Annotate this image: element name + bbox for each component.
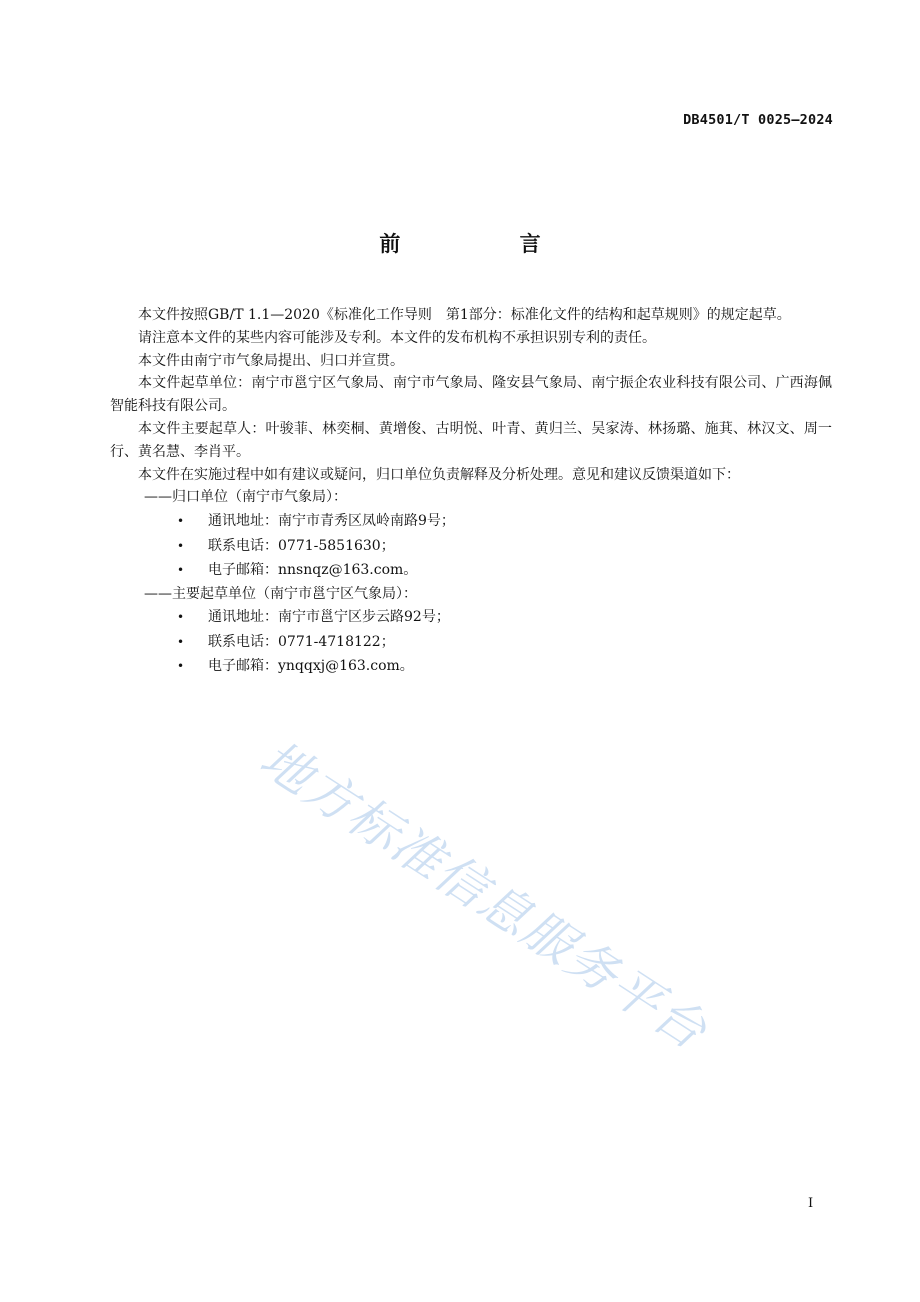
list-item xyxy=(110,509,832,534)
list-item xyxy=(110,534,832,559)
bullet-icon: • xyxy=(177,538,185,553)
list-item xyxy=(110,558,832,583)
watermark: 地方标准信息服务平台 xyxy=(249,729,718,1062)
list-item xyxy=(110,605,832,630)
paragraph-drafters: 本文件主要起草人：叶骏菲、林奕桐、黄增俊、古明悦、叶青、黄归兰、吴家涛、林扬璐、施萁、林汉文、周一行、黄名慧、李肖平。 xyxy=(110,420,832,460)
paragraph-drafting-rules: 本文件按照GB/T 1.1—2020《标准化工作导则 第1部分：标准化文件的结构和起草规则》的规定起草。 xyxy=(138,307,791,323)
contact-email: nnsnqz@163.com。 xyxy=(278,562,418,579)
contact-heading: ——主要起草单位（南宁市邕宁区气象局）： xyxy=(144,585,417,602)
contact-label: 电子邮箱： xyxy=(208,562,278,579)
list-item xyxy=(110,654,832,679)
bullet-icon: • xyxy=(177,659,185,674)
foreword-body xyxy=(110,304,832,679)
page-number: I xyxy=(808,1196,814,1211)
paragraph-drafting-units: 本文件起草单位：南宁市邕宁区气象局、南宁市气象局、隆安县气象局、南宁振企农业科技有限公司、广西海佩智能科技有限公司。 xyxy=(110,375,832,415)
bullet-icon: • xyxy=(177,563,185,578)
bullet-icon: • xyxy=(177,514,185,529)
contact-label: 电子邮箱： xyxy=(208,658,278,675)
contact-address: 南宁市邕宁区步云路92号； xyxy=(278,609,450,626)
contact-list xyxy=(110,605,832,679)
bullet-icon: • xyxy=(177,634,185,649)
contact-list xyxy=(110,509,832,583)
contact-label: 通讯地址： xyxy=(208,513,278,530)
paragraph-patent-notice: 请注意本文件的某些内容可能涉及专利。本文件的发布机构不承担识别专利的责任。 xyxy=(138,329,656,346)
document-code: DB4501/T 0025—2024 xyxy=(683,112,833,128)
contact-label: 联系电话： xyxy=(208,633,278,650)
bullet-icon: • xyxy=(177,610,185,625)
list-item xyxy=(110,630,832,655)
contact-address: 南宁市青秀区凤岭南路9号； xyxy=(278,513,455,530)
contact-phone: 0771-5851630； xyxy=(278,537,395,554)
paragraph-feedback: 本文件在实施过程中如有建议或疑问，归口单位负责解释及分析处理。意见和建议反馈渠道如下： xyxy=(138,466,740,483)
page-title: 前 言 xyxy=(379,232,597,256)
contact-phone: 0771-4718122； xyxy=(278,633,395,650)
paragraph-proposer: 本文件由南宁市气象局提出、归口并宣贯。 xyxy=(138,352,404,369)
contact-email: ynqqxj@163.com。 xyxy=(278,658,414,675)
contact-label: 联系电话： xyxy=(208,537,278,554)
contact-block-drafter xyxy=(110,583,832,679)
contact-heading: ——归口单位（南宁市气象局）： xyxy=(144,489,347,506)
contact-label: 通讯地址： xyxy=(208,609,278,626)
contact-block-authority xyxy=(110,486,832,582)
